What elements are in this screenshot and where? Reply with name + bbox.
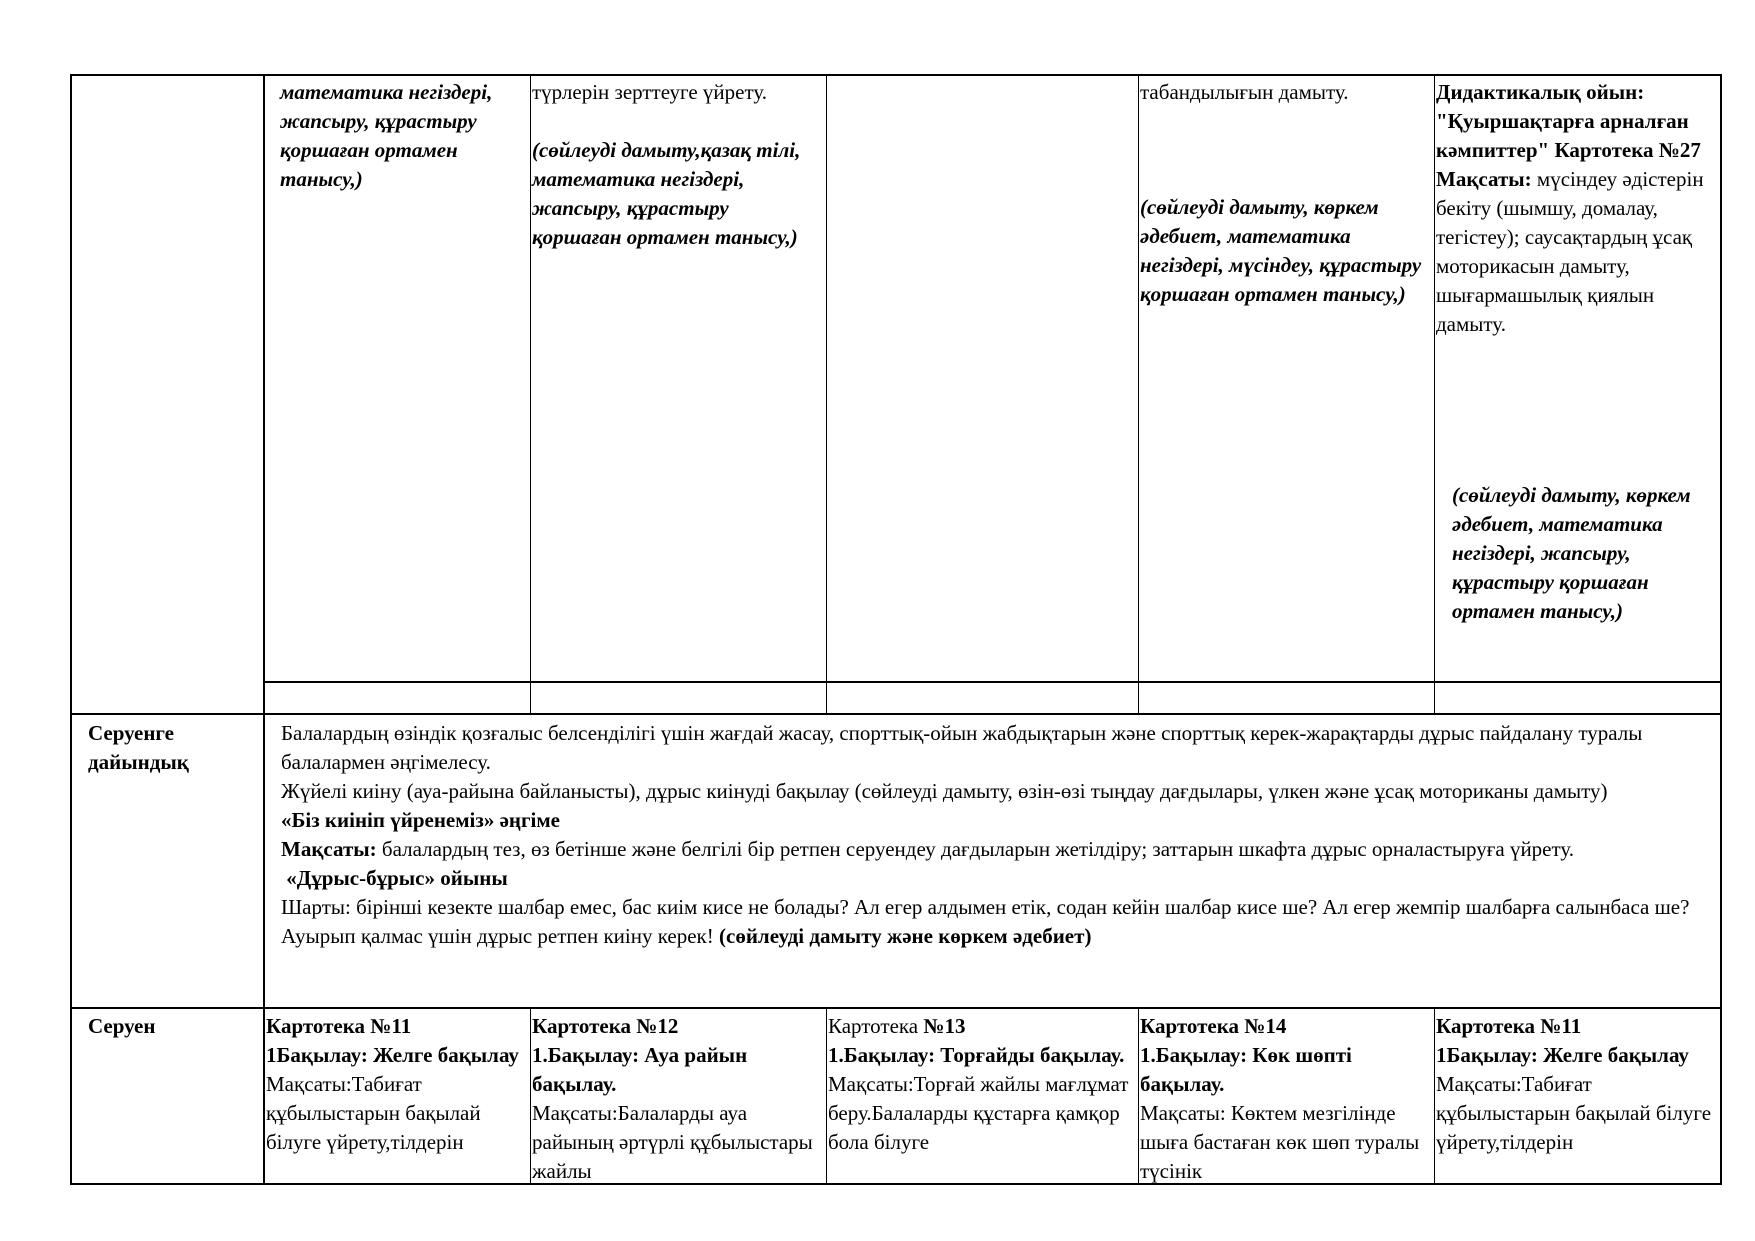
observation-title: 1Бақылау: Желге бақылау — [266, 1043, 519, 1067]
col-divider-5-top — [1434, 74, 1435, 715]
col-divider-1 — [263, 74, 265, 1185]
observation-goal: Мақсаты:Торғай жайлы мағлұмат беру.Балаларды құстарға қамқор бола білуге — [828, 1072, 1129, 1154]
col-divider-3-bottom — [826, 1007, 827, 1185]
col-divider-4-bottom — [1138, 1007, 1139, 1185]
row1-col3-note: (сөйлеуді дамыту,қазақ тілі, математика негіздері, жапсыру, құрастыру қоршаған ортамен танысу,) — [532, 138, 801, 249]
row2-goal-text: балалардың тез, өз бетінше және белгілі бір ретпен серуендеу дағдыларын жетілдіру; заттарын шкафта дұрыс орналастыруға үйрету. — [376, 837, 1575, 861]
table-border-right — [1720, 74, 1722, 1185]
row3-col3 — [532, 1012, 824, 1186]
row2-goal-label: Мақсаты: — [281, 837, 377, 861]
row2-p3: «Біз киініп үйренеміз» әңгіме — [281, 808, 560, 832]
row1-col5-note: (сөйлеуді дамыту, көркем әдебиет, математика негіздері, мүсіндеу, құрастыру қоршаған ортамен танысу,) — [1140, 195, 1422, 306]
card-title: Картотека №14 — [1140, 1014, 1287, 1038]
row-divider-1 — [70, 713, 1722, 715]
row-divider-2 — [70, 1007, 1722, 1009]
row2-label: Серуенге дайындық — [88, 721, 189, 774]
table-border-left — [70, 74, 72, 1185]
col-divider-4-top — [1138, 74, 1139, 715]
table-border-top — [70, 74, 1722, 76]
didactic-game-title: Дидактикалық ойын: "Қуыршақтарға арналған кәмпиттер" Картотека №27 — [1436, 80, 1701, 162]
row3-col6 — [1436, 1012, 1718, 1157]
observation-title: 1.Бақылау: Көк шөпті бақылау. — [1140, 1043, 1352, 1096]
observation-title: 1.Бақылау: Торғайды бақылау. — [828, 1043, 1125, 1067]
sub-row-divider — [263, 681, 1722, 683]
card-title: Картотека №12 — [532, 1014, 679, 1038]
row2-p1: Балалардың өзіндік қозғалыс белсенділігі үшін жағдай жасау, спорттық-ойын жабдықтарын және спорттық керек-жарақтарды дұрыс пайдалану туралы балалармен әңгімелесу. — [281, 721, 1643, 774]
row3-label: Серуен — [88, 1014, 156, 1038]
col-divider-5-bottom — [1434, 1007, 1435, 1185]
col-divider-2-bottom — [530, 1007, 531, 1185]
row2-p5: «Дұрыс-бұрыс» ойыны — [281, 866, 508, 890]
observation-goal: Мақсаты:Табиғат құбылыстарын бақылай білуге үйрету,тілдерін — [266, 1072, 481, 1154]
card-title: Картотека №11 — [266, 1014, 412, 1038]
row2-p2: Жүйелі киіну (ауа-райына байланысты), дұрыс киінуді бақылау (сөйлеуді дамыту, өзін-өзі тыңдау дағдылары, үлкен және ұсақ моториканы дамыту) — [281, 779, 1608, 803]
row2-content — [281, 719, 1718, 951]
row3-col2 — [266, 1012, 528, 1157]
row1-col3 — [532, 78, 822, 252]
card-title: Картотека №11 — [1436, 1014, 1582, 1038]
row1-col6 — [1436, 78, 1718, 339]
observation-goal: Мақсаты:Табиғат құбылыстарын бақылай білуге үйрету,тілдерін — [1436, 1072, 1712, 1154]
goal-text: мүсіндеу әдістерін бекіту (шымшу, домалау, тегістеу); саусақтардың ұсақ моторикасын дамыту, шығармашылық қиялын дамыту. — [1436, 167, 1704, 336]
row2-p6: Шарты: бірінші кезекте шалбар емес, бас киім кисе не болады? Ал егер алдымен етік, содан кейін шалбар кисе ше? Ал егер жемпір шалбарға салынбаса ше? Ауырып қалмас үшін дұрыс ретпен киіну керек! — [281, 895, 1690, 948]
observation-title: 1.Бақылау: Ауа райын бақылау. — [532, 1043, 748, 1096]
table-border-bottom — [70, 1183, 1722, 1185]
card-title-number: №13 — [923, 1014, 966, 1038]
observation-goal: Мақсаты:Балаларды ауа райының әртүрлі құбылыстары жайлы — [532, 1101, 813, 1183]
goal-label: Мақсаты: — [1436, 167, 1532, 191]
row1-col5-text: табандылығын дамыту. — [1140, 80, 1349, 104]
row3-col4 — [828, 1012, 1136, 1157]
row3-col5 — [1140, 1012, 1432, 1186]
col-divider-3-top — [826, 74, 827, 715]
card-title-plain: Картотека — [828, 1014, 924, 1038]
row2-p6-bold: (сөйлеуді дамыту және көркем әдебиет) — [719, 924, 1092, 948]
observation-goal: Мақсаты: Көктем мезгілінде шыға бастаған көк шөп туралы түсінік — [1140, 1101, 1420, 1183]
col-divider-2-top — [530, 74, 531, 715]
row1-col6-note: (сөйлеуді дамыту, көркем әдебиет, математика негіздері, жапсыру, құрастыру қоршаған ортамен танысу,) — [1452, 483, 1691, 623]
row1-col2-note: математика негіздері, жапсыру, құрастыру қоршаған ортамен танысу,) — [280, 80, 493, 191]
row1-col3-text: түрлерін зерттеуге үйрету. — [532, 80, 768, 104]
observation-title: 1Бақылау: Желге бақылау — [1436, 1043, 1689, 1067]
